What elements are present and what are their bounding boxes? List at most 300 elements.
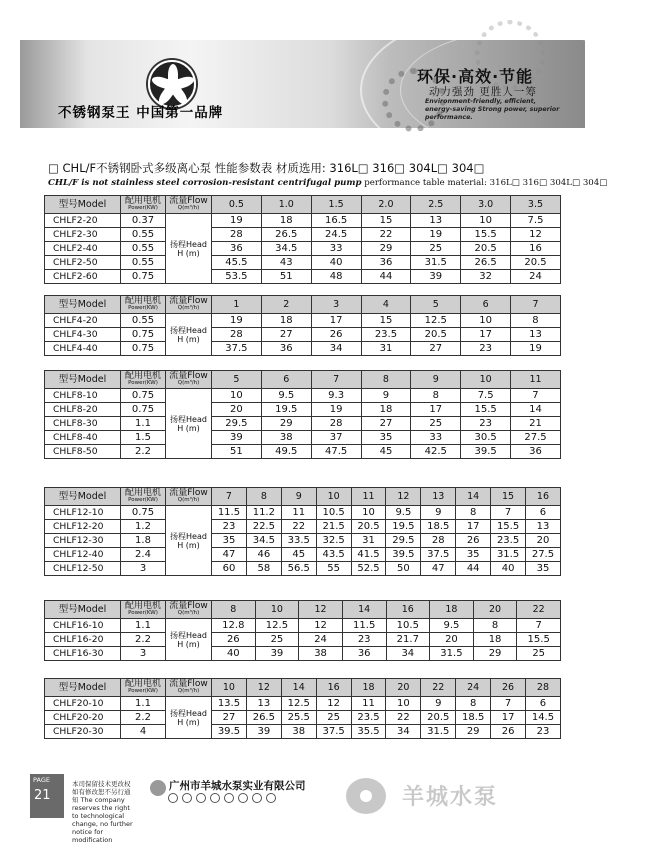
head-value: 32.5: [316, 534, 351, 548]
head-value: 19.5: [386, 520, 421, 534]
model-cell: CHLF8-30: [45, 417, 121, 431]
flow-value: 8: [246, 488, 281, 506]
flow-value: 4: [361, 296, 411, 314]
power-cell: 0.55: [121, 242, 166, 256]
power-cell: 0.55: [121, 228, 166, 242]
model-cell: CHLF16-30: [45, 647, 121, 661]
head-value: 40: [311, 256, 361, 270]
head-value: 20.5: [411, 328, 461, 342]
brand-name: 羊城水泵: [402, 785, 499, 810]
flow-value: 3.0: [461, 196, 511, 214]
table-row: [45, 417, 561, 431]
flow-header: [166, 196, 212, 214]
head-value: 35: [361, 431, 411, 445]
cert-icon: [266, 793, 276, 803]
head-value: 14: [511, 403, 561, 417]
model-cell: CHLF12-10: [45, 506, 121, 520]
head-value: 29: [261, 417, 311, 431]
head-value: 37.5: [316, 725, 351, 739]
flow-header: [166, 371, 212, 389]
flow-value: 16: [526, 488, 561, 506]
flow-value: 10: [212, 679, 247, 697]
head-value: 13.5: [212, 697, 247, 711]
flow-value: 16: [386, 601, 430, 619]
head-value: 10: [461, 314, 511, 328]
head-value: 49.5: [261, 445, 311, 459]
head-value: 23: [526, 725, 561, 739]
head-value: 9.5: [430, 619, 474, 633]
model-cell: CHLF8-10: [45, 389, 121, 403]
model-cell: CHLF8-20: [45, 403, 121, 417]
power-cell: 0.75: [121, 403, 166, 417]
head-value: 47.5: [311, 445, 361, 459]
model-cell: CHLF20-30: [45, 725, 121, 739]
head-value: 20.5: [351, 520, 386, 534]
model-cell: CHLF4-20: [45, 314, 121, 328]
power-cell: 1.5: [121, 431, 166, 445]
head-value: 48: [311, 270, 361, 284]
flow-label: 流量Flow: [169, 679, 208, 689]
flow-value: 14: [342, 601, 386, 619]
cert-icon: [182, 793, 192, 803]
model-cell: CHLF4-30: [45, 328, 121, 342]
power-cell: 3: [121, 647, 166, 661]
head-value: 7: [511, 389, 561, 403]
model-cell: CHLF4-40: [45, 342, 121, 356]
cert-icon: [224, 793, 234, 803]
company-logo-icon: [150, 780, 166, 796]
flow-header: [166, 601, 212, 619]
head-value: 17: [311, 314, 361, 328]
head-value: 20.5: [461, 242, 511, 256]
power-label: 配用电机: [124, 196, 161, 206]
head-value: 39: [255, 647, 299, 661]
flow-label: 流量Flow: [169, 371, 208, 381]
page-number: 21: [34, 788, 51, 803]
table-row: [45, 506, 561, 520]
head-value: 19: [411, 228, 461, 242]
flow-unit: Q(m³/h): [177, 497, 200, 503]
head-value: 21.5: [316, 520, 351, 534]
flow-value: 8: [361, 371, 411, 389]
head-value: 19: [311, 403, 361, 417]
flow-unit: Q(m³/h): [177, 610, 200, 616]
head-value: 31: [351, 534, 386, 548]
sub-slogan: 动力强劲 更胜人一筹: [429, 86, 537, 98]
head-value: 26: [212, 633, 256, 647]
head-value: 10.5: [386, 619, 430, 633]
head-label: 扬程Head H (m): [166, 506, 212, 576]
flow-value: 28: [526, 679, 561, 697]
power-unit: Power(KW): [128, 380, 158, 386]
pump-table: [44, 487, 561, 576]
head-value: 43: [261, 256, 311, 270]
flow-value: 24: [456, 679, 491, 697]
head-value: 53.5: [212, 270, 262, 284]
head-value: 25: [411, 417, 461, 431]
flow-value: 7: [511, 296, 561, 314]
table-row: [45, 619, 561, 633]
head-value: 44: [361, 270, 411, 284]
head-label: 扬程Head H (m): [166, 314, 212, 356]
flow-value: 3.5: [511, 196, 561, 214]
model-cell: CHLF8-40: [45, 431, 121, 445]
head-value: 17: [411, 403, 461, 417]
page-label: PAGE: [33, 776, 50, 784]
table-row: [45, 548, 561, 562]
head-value: 25: [517, 647, 561, 661]
pump-table: [44, 600, 561, 661]
head-value: 56.5: [281, 562, 316, 576]
power-cell: 0.37: [121, 214, 166, 228]
page-subtitle: [48, 178, 607, 188]
head-value: 45: [281, 548, 316, 562]
head-value: 9: [421, 697, 456, 711]
head-value: 9.3: [311, 389, 361, 403]
model-header: 型号Model: [45, 488, 121, 506]
head-value: 39.5: [386, 548, 421, 562]
head-value: 12.5: [281, 697, 316, 711]
head-value: 18: [361, 403, 411, 417]
model-cell: CHLF12-50: [45, 562, 121, 576]
page-title: □ CHL/F不锈钢卧式多级离心泵 性能参数表 材质选用: 316L□ 316□ 304L□ 304□: [48, 161, 485, 175]
power-header: [121, 488, 166, 506]
table-row: [45, 520, 561, 534]
head-value: 8: [473, 619, 517, 633]
power-cell: 1.1: [121, 417, 166, 431]
head-value: 36: [212, 242, 262, 256]
head-value: 15.5: [461, 228, 511, 242]
flow-value: 2.5: [411, 196, 461, 214]
head-value: 36: [261, 342, 311, 356]
head-value: 60: [212, 562, 247, 576]
head-value: 14.5: [526, 711, 561, 725]
head-value: 58: [246, 562, 281, 576]
head-value: 29.5: [386, 534, 421, 548]
head-value: 8: [411, 389, 461, 403]
head-value: 40: [491, 562, 526, 576]
head-value: 20.5: [421, 711, 456, 725]
head-value: 45.5: [212, 256, 262, 270]
head-value: 35: [526, 562, 561, 576]
brand-fan-icon: [346, 778, 386, 814]
flow-label: 流量Flow: [169, 488, 208, 498]
power-label: 配用电机: [124, 296, 161, 306]
model-cell: CHLF8-50: [45, 445, 121, 459]
head-value: 28: [421, 534, 456, 548]
headline-slogan: 环保·高效·节能: [417, 67, 534, 86]
head-value: 37.5: [421, 548, 456, 562]
head-value: 33: [311, 242, 361, 256]
head-value: 24: [299, 633, 343, 647]
power-unit: Power(KW): [128, 305, 158, 311]
cert-icon: [210, 793, 220, 803]
head-value: 7: [491, 506, 526, 520]
head-value: 11: [351, 697, 386, 711]
head-value: 12: [511, 228, 561, 242]
head-value: 55: [316, 562, 351, 576]
head-value: 40: [212, 647, 256, 661]
head-value: 44: [456, 562, 491, 576]
flow-value: 2: [261, 296, 311, 314]
head-value: 26.5: [461, 256, 511, 270]
head-value: 15.5: [461, 403, 511, 417]
power-cell: 4: [121, 725, 166, 739]
head-value: 36: [511, 445, 561, 459]
head-value: 12: [316, 697, 351, 711]
power-cell: 0.55: [121, 256, 166, 270]
head-value: 19: [212, 214, 262, 228]
table-row: [45, 242, 561, 256]
model-cell: CHLF16-10: [45, 619, 121, 633]
head-value: 19: [212, 314, 262, 328]
head-value: 12.5: [411, 314, 461, 328]
head-value: 18: [473, 633, 517, 647]
power-header: [121, 679, 166, 697]
head-value: 22.5: [246, 520, 281, 534]
power-cell: 2.2: [121, 445, 166, 459]
certification-marks: [168, 793, 302, 803]
power-cell: 0.75: [121, 328, 166, 342]
head-value: 16: [511, 242, 561, 256]
head-value: 8: [456, 697, 491, 711]
head-value: 12.8: [212, 619, 256, 633]
power-cell: 1.1: [121, 619, 166, 633]
head-value: 45: [361, 445, 411, 459]
head-value: 7.5: [461, 389, 511, 403]
head-value: 31.5: [491, 548, 526, 562]
flow-value: 5: [212, 371, 262, 389]
head-value: 13: [411, 214, 461, 228]
flow-value: 14: [281, 679, 316, 697]
power-cell: 2.2: [121, 633, 166, 647]
head-value: 38: [281, 725, 316, 739]
flow-value: 10: [255, 601, 299, 619]
head-value: 25: [316, 711, 351, 725]
head-value: 24.5: [311, 228, 361, 242]
head-value: 26.5: [246, 711, 281, 725]
table-row: [45, 445, 561, 459]
model-cell: CHLF2-20: [45, 214, 121, 228]
flow-header: [166, 296, 212, 314]
power-header: [121, 371, 166, 389]
head-value: 15.5: [491, 520, 526, 534]
head-value: 31.5: [421, 725, 456, 739]
head-value: 18.5: [456, 711, 491, 725]
model-header: 型号Model: [45, 371, 121, 389]
flow-value: 10: [316, 488, 351, 506]
table-row: [45, 314, 561, 328]
head-value: 18.5: [421, 520, 456, 534]
flow-value: 16: [316, 679, 351, 697]
head-value: 42.5: [411, 445, 461, 459]
head-value: 6: [526, 697, 561, 711]
head-value: 10: [351, 506, 386, 520]
flow-label: 流量Flow: [169, 601, 208, 611]
head-value: 23: [342, 633, 386, 647]
model-cell: CHLF2-50: [45, 256, 121, 270]
power-header: [121, 296, 166, 314]
flow-unit: Q(m³/h): [177, 305, 200, 311]
power-cell: 0.55: [121, 314, 166, 328]
head-value: 51: [212, 445, 262, 459]
head-value: 26: [491, 725, 526, 739]
head-value: 21: [511, 417, 561, 431]
flow-label: 流量Flow: [169, 296, 208, 306]
flow-value: 1: [212, 296, 262, 314]
flow-value: 8: [212, 601, 256, 619]
head-value: 9.5: [386, 506, 421, 520]
head-value: 16.5: [311, 214, 361, 228]
model-header: 型号Model: [45, 679, 121, 697]
head-value: 27: [212, 711, 247, 725]
head-value: 18: [261, 314, 311, 328]
flow-value: 9: [281, 488, 316, 506]
head-value: 35: [456, 548, 491, 562]
table-row: [45, 725, 561, 739]
head-value: 35.5: [351, 725, 386, 739]
model-cell: CHLF2-30: [45, 228, 121, 242]
head-value: 26.5: [261, 228, 311, 242]
pump-table: [44, 370, 561, 459]
head-value: 38: [261, 431, 311, 445]
head-value: 23: [461, 417, 511, 431]
head-value: 30.5: [461, 431, 511, 445]
flow-value: 2.0: [361, 196, 411, 214]
power-cell: 1.1: [121, 697, 166, 711]
flow-value: 1.5: [311, 196, 361, 214]
head-value: 13: [511, 328, 561, 342]
head-value: 7: [491, 697, 526, 711]
table-row: [45, 647, 561, 661]
head-value: 36: [361, 256, 411, 270]
flow-unit: Q(m³/h): [177, 380, 200, 386]
head-value: 25: [255, 633, 299, 647]
power-cell: 0.75: [121, 389, 166, 403]
flow-value: 14: [456, 488, 491, 506]
head-value: 10: [212, 389, 262, 403]
model-header: 型号Model: [45, 296, 121, 314]
head-value: 34.5: [246, 534, 281, 548]
head-value: 27.5: [511, 431, 561, 445]
cert-icon: [252, 793, 262, 803]
model-cell: CHLF16-20: [45, 633, 121, 647]
head-value: 39: [246, 725, 281, 739]
head-value: 46: [246, 548, 281, 562]
flow-value: 18: [351, 679, 386, 697]
flow-value: 5: [411, 296, 461, 314]
table-row: [45, 328, 561, 342]
head-value: 8: [456, 506, 491, 520]
head-value: 10: [461, 214, 511, 228]
head-value: 35: [212, 534, 247, 548]
head-value: 51: [261, 270, 311, 284]
head-value: 23: [212, 520, 247, 534]
table-row: [45, 256, 561, 270]
head-value: 18: [261, 214, 311, 228]
flow-value: 7: [212, 488, 247, 506]
power-cell: 0.75: [121, 506, 166, 520]
flow-value: 9: [411, 371, 461, 389]
table-row: [45, 562, 561, 576]
head-value: 23.5: [351, 711, 386, 725]
table-row: [45, 431, 561, 445]
head-value: 37: [311, 431, 361, 445]
flow-unit: Q(m³/h): [177, 688, 200, 694]
head-value: 47: [212, 548, 247, 562]
flow-unit: Q(m³/h): [177, 205, 200, 211]
power-unit: Power(KW): [128, 497, 158, 503]
table-row: [45, 389, 561, 403]
head-value: 15.5: [517, 633, 561, 647]
table-row: [45, 534, 561, 548]
head-label: 扬程Head H (m): [166, 697, 212, 739]
model-cell: CHLF2-60: [45, 270, 121, 284]
power-cell: 2.2: [121, 711, 166, 725]
head-value: 43.5: [316, 548, 351, 562]
subtitle-bold: CHL/F is not stainless steel corrosion-resistant centrifugal pump: [48, 178, 362, 188]
brand-slogan: 不锈钢泵王 中国第一品牌: [58, 105, 224, 121]
flow-value: 15: [491, 488, 526, 506]
head-value: 20: [526, 534, 561, 548]
english-slogan: Environment-friendly, efficient, energy-saving Strong power, superior performance.: [425, 98, 560, 121]
power-cell: 2.4: [121, 548, 166, 562]
power-header: [121, 601, 166, 619]
head-value: 26: [311, 328, 361, 342]
head-value: 23.5: [491, 534, 526, 548]
pump-table: [44, 295, 561, 356]
flow-value: 1.0: [261, 196, 311, 214]
power-label: 配用电机: [124, 601, 161, 611]
power-label: 配用电机: [124, 679, 161, 689]
table-row: [45, 228, 561, 242]
head-value: 47: [421, 562, 456, 576]
model-cell: CHLF20-20: [45, 711, 121, 725]
head-value: 39.5: [461, 445, 511, 459]
flow-value: 11: [351, 488, 386, 506]
head-value: 17: [456, 520, 491, 534]
head-value: 20: [212, 403, 262, 417]
head-value: 39: [411, 270, 461, 284]
flow-header: [166, 488, 212, 506]
head-value: 31: [361, 342, 411, 356]
power-unit: Power(KW): [128, 688, 158, 694]
head-value: 6: [526, 506, 561, 520]
power-label: 配用电机: [124, 488, 161, 498]
head-value: 11.2: [246, 506, 281, 520]
cert-icon: [196, 793, 206, 803]
model-cell: CHLF20-10: [45, 697, 121, 711]
head-label: 扬程Head H (m): [166, 389, 212, 459]
model-cell: CHLF2-40: [45, 242, 121, 256]
head-value: 21.7: [386, 633, 430, 647]
head-value: 29: [456, 725, 491, 739]
head-value: 12: [299, 619, 343, 633]
head-value: 31.5: [430, 647, 474, 661]
table-row: [45, 270, 561, 284]
head-value: 33.5: [281, 534, 316, 548]
flow-value: 22: [517, 601, 561, 619]
head-value: 11: [281, 506, 316, 520]
company-name: 广州市羊城水泵实业有限公司: [169, 780, 306, 792]
head-value: 26: [456, 534, 491, 548]
pump-table: [44, 678, 561, 739]
power-label: 配用电机: [124, 371, 161, 381]
head-value: 23.5: [361, 328, 411, 342]
head-value: 34: [386, 647, 430, 661]
head-value: 13: [526, 520, 561, 534]
head-value: 32: [461, 270, 511, 284]
